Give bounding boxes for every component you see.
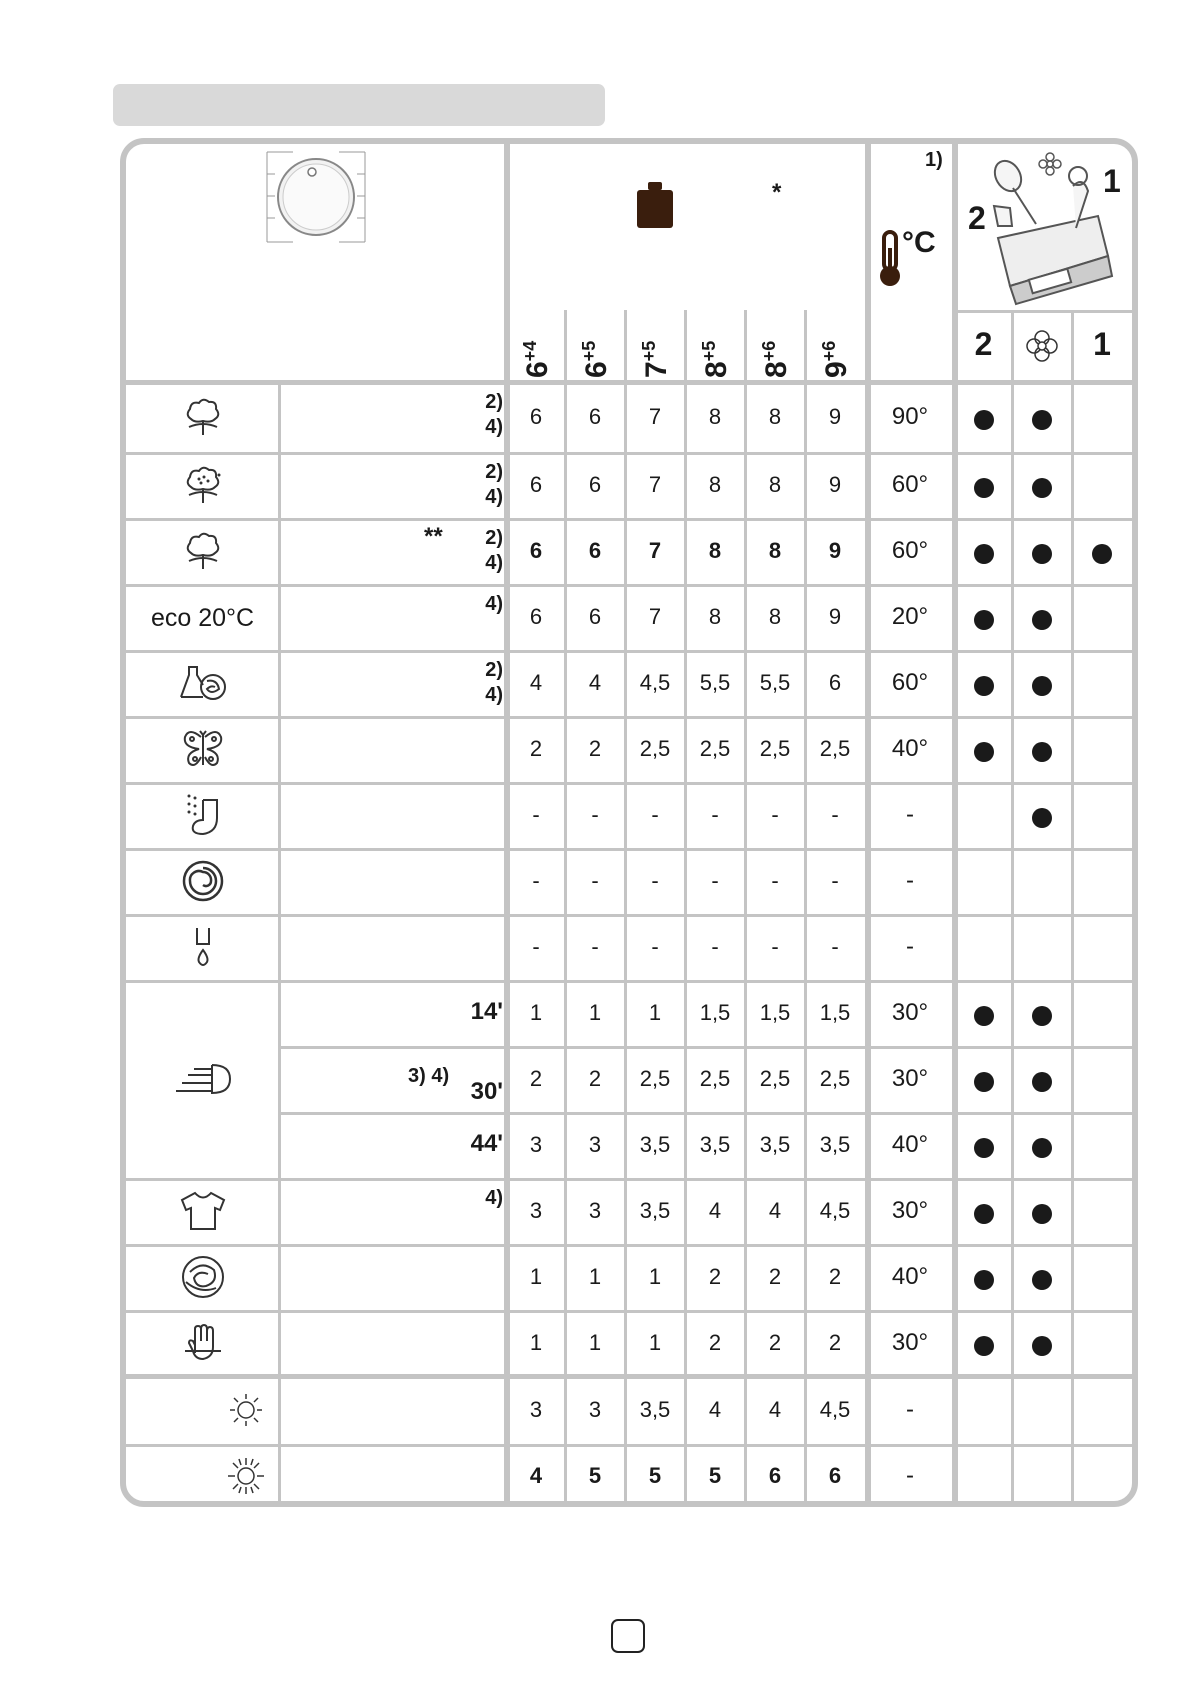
load-value: 6 (529, 538, 543, 563)
load-value: - (711, 934, 719, 959)
load-value: 3 (588, 1132, 602, 1157)
load-value: - (532, 802, 540, 827)
footnote-ref: 4) (485, 593, 503, 615)
load-value: 9 (828, 538, 842, 563)
load-value: 7 (648, 538, 662, 563)
load-value: 6 (588, 472, 602, 497)
dry-high-icon (220, 1444, 272, 1507)
load-value: - (591, 868, 599, 893)
load-value: 1 (588, 1000, 602, 1025)
footnote-ref: 2) 4) (485, 461, 503, 508)
load-value: 1 (529, 1330, 543, 1355)
load-value: 1 (648, 1330, 662, 1355)
load-value: 4 (768, 1397, 782, 1422)
load-value: 5,5 (699, 670, 731, 695)
load-value: - (771, 868, 779, 893)
load-value: 1 (588, 1264, 602, 1289)
capacity-extra: +5 (579, 340, 599, 362)
load-value: 6 (529, 604, 543, 629)
max-temperature: - (906, 1461, 914, 1489)
spin-icon (126, 848, 279, 914)
load-value: 2,5 (759, 1066, 791, 1091)
load-value: - (591, 802, 599, 827)
load-value: - (831, 868, 839, 893)
rapid-duration: 30' (470, 1078, 503, 1105)
load-value: 2,5 (699, 1066, 731, 1091)
load-value: 2,5 (639, 1066, 671, 1091)
cotton-icon (126, 382, 279, 452)
detergent-dot (1032, 1270, 1052, 1290)
load-value: 5,5 (759, 670, 791, 695)
load-value: 3 (529, 1132, 543, 1157)
load-value: 2 (708, 1264, 722, 1289)
handwash-icon (126, 1310, 279, 1376)
compartment-label: 1 (1093, 326, 1111, 362)
load-value: 1 (648, 1000, 662, 1025)
load-value: 3,5 (699, 1132, 731, 1157)
load-value: 8 (708, 472, 722, 497)
load-value: 5 (708, 1462, 722, 1488)
capacity-header (699, 341, 734, 378)
rapid-duration: 14' (470, 998, 503, 1025)
detergent-dot (1032, 478, 1052, 498)
thermometer-icon (875, 230, 905, 288)
load-value: 8 (768, 538, 782, 563)
wool-icon (126, 1244, 279, 1310)
capacity-main: 9 (820, 361, 853, 378)
load-value: 4 (708, 1198, 722, 1223)
capacity-extra: +6 (819, 340, 839, 362)
detergent-dot (1032, 676, 1052, 696)
load-value: 3 (588, 1198, 602, 1223)
max-temperature: 60° (891, 537, 929, 564)
capacity-main: 8 (700, 361, 733, 378)
detergent-dot (1032, 610, 1052, 630)
load-value: 3,5 (639, 1132, 671, 1157)
program-dial-icon (265, 150, 367, 245)
load-value: 9 (828, 604, 842, 629)
temp-note: 1) (925, 149, 943, 171)
max-temperature: 40° (891, 1263, 929, 1290)
load-value: 2 (588, 1066, 602, 1091)
capacity-main: 6 (580, 361, 613, 378)
load-value: - (532, 934, 540, 959)
mixed-icon (126, 650, 279, 716)
cotton-prewash-icon (126, 452, 279, 518)
load-value: - (651, 802, 659, 827)
load-value: 1,5 (759, 1000, 791, 1025)
dispenser-label-left: 2 (968, 200, 986, 236)
load-value: 3 (529, 1198, 543, 1223)
load-value: - (831, 934, 839, 959)
detergent-dot (974, 742, 994, 762)
load-value: 4,5 (819, 1397, 851, 1422)
load-value: 9 (828, 472, 842, 497)
load-value: 6 (828, 1462, 842, 1488)
load-value: 2,5 (639, 736, 671, 761)
max-temperature: 60° (891, 669, 929, 696)
load-value: 4 (708, 1397, 722, 1422)
capacity-main: 8 (760, 361, 793, 378)
detergent-dot (1032, 1072, 1052, 1092)
load-value: 6 (588, 538, 602, 563)
load-value: 4 (768, 1198, 782, 1223)
load-value: - (651, 934, 659, 959)
dry-low-icon (220, 1376, 272, 1444)
page-number-box (611, 1619, 645, 1653)
weight-icon (635, 180, 675, 230)
load-value: 3 (588, 1397, 602, 1422)
load-value: - (771, 802, 779, 827)
load-value: 1 (648, 1264, 662, 1289)
softener-flower-icon (1012, 318, 1072, 374)
capacity-main: 7 (640, 361, 673, 378)
load-value: 2 (828, 1264, 842, 1289)
load-value: - (771, 934, 779, 959)
compartment-label: 2 (974, 326, 993, 362)
shirt-icon (126, 1178, 279, 1244)
detergent-dot (974, 1204, 994, 1224)
load-value: 2 (588, 736, 602, 761)
load-value: 7 (648, 404, 662, 429)
drain-icon (126, 914, 279, 980)
load-value: 1 (529, 1000, 543, 1025)
max-temperature: 40° (891, 735, 929, 762)
load-value: 2 (768, 1330, 782, 1355)
load-value: 6 (588, 404, 602, 429)
load-value: 9 (828, 404, 842, 429)
load-value: 3,5 (639, 1198, 671, 1223)
detergent-dot (1032, 808, 1052, 828)
max-temperature: - (906, 933, 914, 960)
capacity-header (520, 341, 555, 378)
load-value: 8 (768, 404, 782, 429)
detergent-dot (1032, 742, 1052, 762)
footnote-ref: 4) (485, 1187, 503, 1209)
capacity-header (819, 341, 854, 378)
detergent-dot (974, 1138, 994, 1158)
max-temperature: - (906, 801, 914, 828)
capacity-header (759, 341, 794, 378)
load-value: - (591, 934, 599, 959)
rapid-icon (126, 980, 279, 1178)
load-value: 2 (828, 1330, 842, 1355)
max-temperature: 60° (891, 471, 929, 498)
delicate-icon (126, 716, 279, 782)
detergent-dot (974, 1336, 994, 1356)
load-value: 6 (828, 670, 842, 695)
footnote-ref: 2) 4) (485, 391, 503, 438)
detergent-dot (974, 478, 994, 498)
load-value: 4 (529, 1462, 543, 1488)
detergent-dot (974, 676, 994, 696)
max-temperature: - (906, 867, 914, 894)
load-value: 3,5 (759, 1132, 791, 1157)
capacity-extra: +5 (699, 340, 719, 362)
detergent-dot (1032, 1336, 1052, 1356)
load-value: 3 (529, 1397, 543, 1422)
capacity-extra: +6 (759, 340, 779, 362)
detergent-dot (1032, 544, 1052, 564)
load-value: 2 (708, 1330, 722, 1355)
detergent-dot (974, 410, 994, 430)
max-temperature: - (906, 1396, 914, 1423)
load-value: 4,5 (819, 1198, 851, 1223)
load-value: - (711, 802, 719, 827)
load-value: - (532, 868, 540, 893)
capacity-extra: +5 (639, 340, 659, 362)
load-value: 2,5 (759, 736, 791, 761)
detergent-dot (1032, 1138, 1052, 1158)
load-value: 1,5 (819, 1000, 851, 1025)
footnote-ref: 2) 4) (485, 527, 503, 574)
max-temperature: 40° (891, 1131, 929, 1158)
load-value: 3,5 (639, 1397, 671, 1422)
detergent-dot (1092, 544, 1112, 564)
load-value: 2,5 (819, 736, 851, 761)
dispenser-label-right: 1 (1103, 163, 1121, 199)
load-value: 6 (529, 404, 543, 429)
load-value: 1 (588, 1330, 602, 1355)
load-value: 5 (588, 1462, 602, 1488)
detergent-dot (974, 610, 994, 630)
load-value: 2,5 (699, 736, 731, 761)
detergent-dot (974, 1072, 994, 1092)
load-value: 4 (529, 670, 543, 695)
load-value: 2 (529, 1066, 543, 1091)
capacity-main: 6 (521, 361, 554, 378)
load-value: 2,5 (819, 1066, 851, 1091)
rinse-softener-icon (126, 782, 279, 848)
double-star: ** (424, 523, 443, 550)
detergent-dot (974, 1270, 994, 1290)
detergent-dot (974, 544, 994, 564)
cotton-eco-icon (126, 518, 279, 584)
capacity-extra: +4 (520, 340, 540, 362)
capacity-header (579, 341, 614, 378)
load-value: 2 (529, 736, 543, 761)
load-value: - (711, 868, 719, 893)
load-value: 5 (648, 1462, 662, 1488)
load-value: 7 (648, 604, 662, 629)
load-value: 4 (588, 670, 602, 695)
load-value: 8 (708, 404, 722, 429)
header-divider-dispenser (955, 310, 1132, 313)
load-value: 6 (768, 1462, 782, 1488)
load-value: 4,5 (639, 670, 671, 695)
load-value: 2 (768, 1264, 782, 1289)
col-divider-comp (1011, 310, 1014, 1503)
load-value: 8 (708, 604, 722, 629)
max-temperature: 30° (891, 1329, 929, 1356)
load-value: 1,5 (699, 1000, 731, 1025)
load-value: - (651, 868, 659, 893)
section-title-bar (113, 84, 605, 126)
load-value: 6 (529, 472, 543, 497)
load-value: 1 (529, 1264, 543, 1289)
max-temperature: 30° (891, 999, 929, 1026)
detergent-dot (974, 1006, 994, 1026)
footnote-ref: 2) 4) (485, 659, 503, 706)
max-temperature: 30° (891, 1065, 929, 1092)
detergent-dot (1032, 410, 1052, 430)
load-value: 6 (588, 604, 602, 629)
detergent-dot (1032, 1006, 1052, 1026)
load-value: 8 (768, 472, 782, 497)
load-value: 7 (648, 472, 662, 497)
capacity-star: * (772, 179, 782, 206)
col-divider-comp (1071, 310, 1074, 1503)
temp-unit: °C (902, 226, 936, 259)
max-temperature: 20° (891, 603, 929, 630)
footnote-ref: 3) 4) (408, 1065, 450, 1087)
rapid-duration: 44' (470, 1130, 503, 1157)
capacity-header (639, 341, 674, 378)
max-temperature: 90° (891, 403, 929, 430)
load-value: 8 (708, 538, 722, 563)
load-value: 3,5 (819, 1132, 851, 1157)
detergent-dot (1032, 1204, 1052, 1224)
load-value: 8 (768, 604, 782, 629)
load-value: - (831, 802, 839, 827)
max-temperature: 30° (891, 1197, 929, 1224)
program-name-eco: eco 20°C (150, 604, 255, 632)
